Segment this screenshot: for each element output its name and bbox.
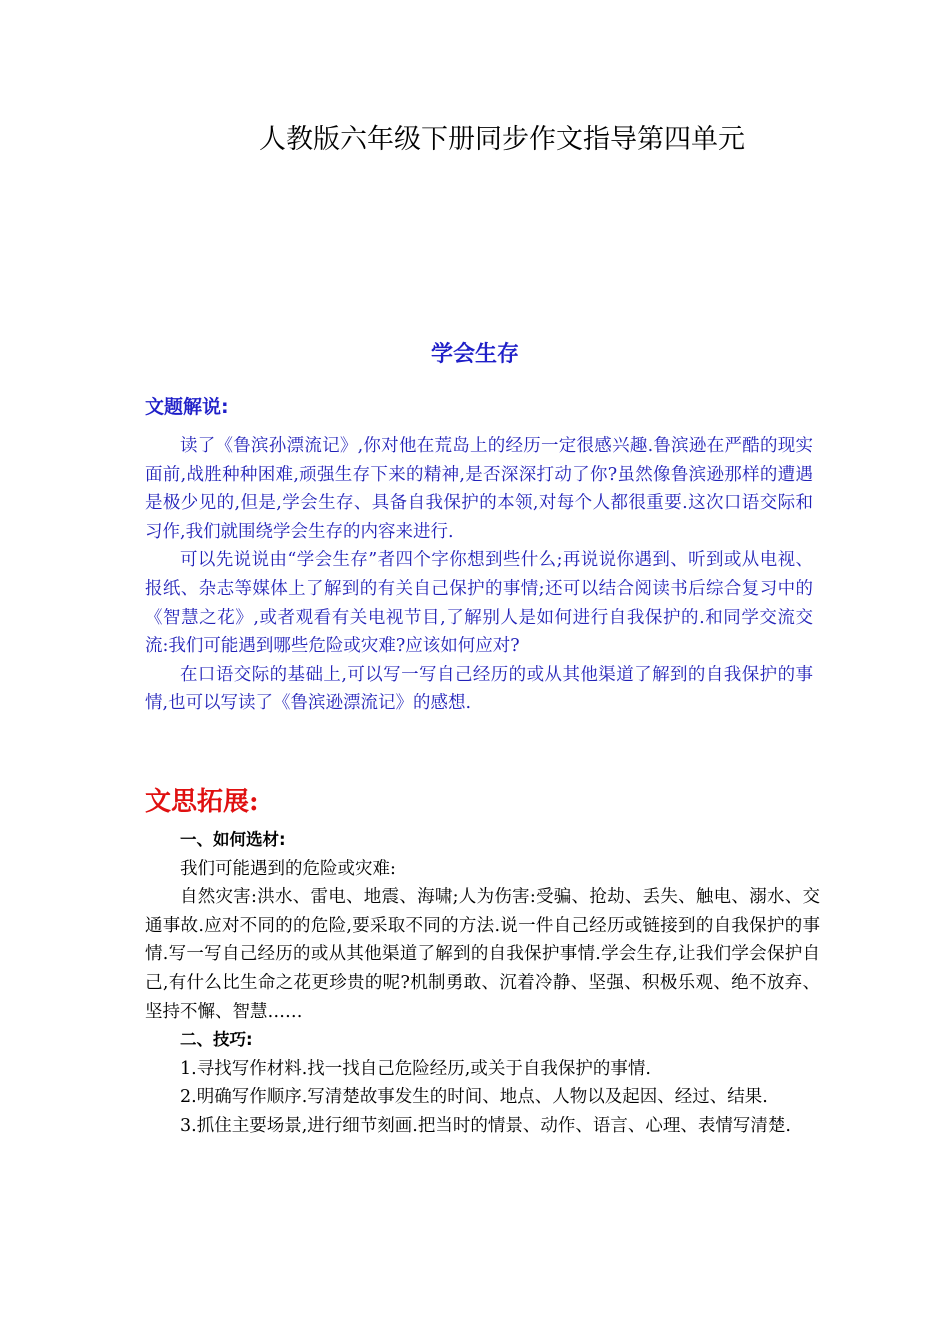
skill-item: 3.抓住主要场景,进行细节刻画.把当时的情景、动作、语言、心理、表情写清楚. [180,1115,791,1136]
skill-item: 1.寻找写作材料.找一找自己危险经历,或关于自我保护的事情. [180,1058,651,1079]
skill-item: 2.明确写作顺序.写清楚故事发生的时间、地点、人物以及起因、经过、结果. [180,1087,768,1108]
topic-heading: 文题解说: [145,396,229,418]
expand-content [145,826,820,1141]
document-title: 人教版六年级下册同步作文指导第四单元 [259,124,745,155]
material-paragraph: 自然灾害:洪水、雷电、地震、海啸;人为伤害:受骗、抢劫、丢失、触电、溺水、交通事故.应对不同的的危险,要采取不同的方法.说一件自己经历或链接到的自我保护的事情.写一写自己经历的或从其他渠道了解到的自我保护事情.学会生存,让我们学会保护自己,有什么比生命之花更珍贵的呢?机制勇敢、沉着冷静、坚强、积极乐观、绝不放弃、坚持不懈、智慧…… [145,887,820,1022]
subheading-material: 一、如何选材: [180,830,286,849]
topic-paragraph: 可以先说说由“学会生存”者四个字你想到些什么;再说说你遇到、听到或从电视、报纸、杂志等媒体上了解到的有关自己保护的事情;还可以结合阅读书后综合复习中的《智慧之花》,或者观看有关电视节目,了解别人是如何进行自我保护的.和同学交流交流:我们可能遇到哪些危险或灾难?应该如何应对? [145,550,813,657]
topic-paragraph: 在口语交际的基础上,可以写一写自己经历的或从其他渠道了解到的自我保护的事情,也可以写读了《鲁滨逊漂流记》的感想. [145,664,813,714]
material-intro: 我们可能遇到的危险或灾难: [180,858,396,879]
subheading-skills: 二、技巧: [180,1030,253,1050]
section-title: 学会生存 [430,342,519,367]
expand-heading: 文思拓展: [145,787,259,817]
topic-explanation [145,432,813,718]
topic-paragraph: 读了《鲁滨孙漂流记》,你对他在荒岛上的经历一定很感兴趣.鲁滨逊在严酷的现实面前,战胜种种困难,顽强生存下来的精神,是否深深打动了你?虽然像鲁滨逊那样的遭遇是极少见的,但是,学会生存、具备自我保护的本领,对每个人都很重要.这次口语交际和习作,我们就围绕学会生存的内容来进行. [145,436,813,542]
